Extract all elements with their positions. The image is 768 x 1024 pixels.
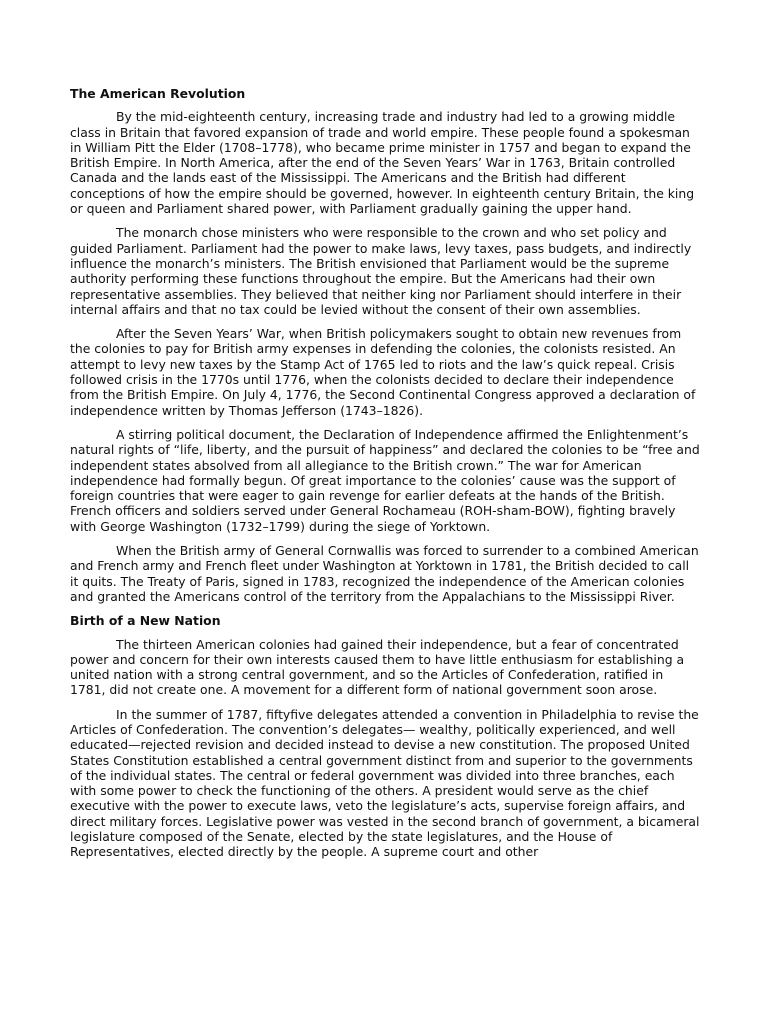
paragraph: A stirring political document, the Declaration of Independence affirmed the Enlightenment’s natural rights of “life, liberty, and the pursuit of happiness” and declared the colonies to be “free and independent states absolved from all allegiance to the British crown.” The war for American independence had formally begun. Of great importance to the colonies’ cause was the support of foreign countries that were eager to gain revenge for earlier defeats at the hands of the British. French officers and soldiers served under General Rochameau (ROH-sham-BOW), fighting bravely with George Washington (1732–1799) during the siege of Yorktown. [70, 426, 700, 534]
paragraph: By the mid-eighteenth century, increasing trade and industry had led to a growing middle class in Britain that favored expansion of trade and world empire. These people found a spokesman in William Pitt the Elder (1708–1778), who became prime minister in 1757 and began to expand the British Empire. In North America, after the end of the Seven Years’ War in 1763, Britain controlled Canada and the lands east of the Mississippi. The Americans and the British had different conceptions of how the empire should be governed, however. In eighteenth century Britain, the king or queen and Parliament shared power, with Parliament gradually gaining the upper hand. [70, 109, 695, 217]
section-title-american-revolution: The American Revolution [70, 86, 246, 101]
paragraph: When the British army of General Cornwallis was forced to surrender to a combined American and French army and French fleet under Washington at Yorktown in 1781, the British decided to call it quits. The Treaty of Paris, signed in 1783, recognized the independence of the American colonies and granted the Americans control of the territory from the Appalachians to the Mississippi River. [70, 543, 699, 604]
paragraph: In the summer of 1787, fiftyfive delegates attended a convention in Philadelphia to revise the Articles of Confederation. The convention’s delegates— wealthy, politically experienced, and well educated—rejected revision and decided instead to devise a new constitution. The proposed United States Constitution established a central government distinct from and superior to the governments of the individual states. The central or federal government was divided into three branches, each with some power to check the functioning of the others. A president would serve as the chief executive with the power to execute laws, veto the legislature’s acts, supervise foreign affairs, and direct military forces. Legislative power was vested in the second branch of government, a bicameral legislature composed of the Senate, elected by the state legislatures, and the House of Representatives, elected directly by the people. A supreme court and other [70, 706, 700, 860]
section-title-birth-of-nation: Birth of a New Nation [70, 613, 221, 629]
document-page [70, 86, 700, 869]
paragraph: The monarch chose ministers who were responsible to the crown and who set policy and guided Parliament. Parliament had the power to make laws, levy taxes, pass budgets, and indirectly influence the monarch’s ministers. The British envisioned that Parliament would be the supreme authority performing these functions throughout the empire. But the Americans had their own representative assemblies. They believed that neither king nor Parliament should interfere in their internal affairs and that no tax could be levied without the consent of their own assemblies. [70, 225, 692, 317]
paragraph: After the Seven Years’ War, when British policymakers sought to obtain new revenues from the colonies to pay for British army expenses in defending the colonies, the colonists resisted. An attempt to levy new taxes by the Stamp Act of 1765 led to riots and the law’s quick repeal. Crisis followed crisis in the 1770s until 1776, when the colonists decided to declare their independence from the British Empire. On July 4, 1776, the Second Continental Congress approved a declaration of independence written by Thomas Jefferson (1743–1826). [70, 326, 696, 418]
paragraph: The thirteen American colonies had gained their independence, but a fear of concentrated power and concern for their own interests caused them to have little enthusiasm for establishing a united nation with a strong central government, and so the Articles of Confederation, ratified in 1781, did not create one. A movement for a different form of national government soon arose. [70, 636, 685, 698]
